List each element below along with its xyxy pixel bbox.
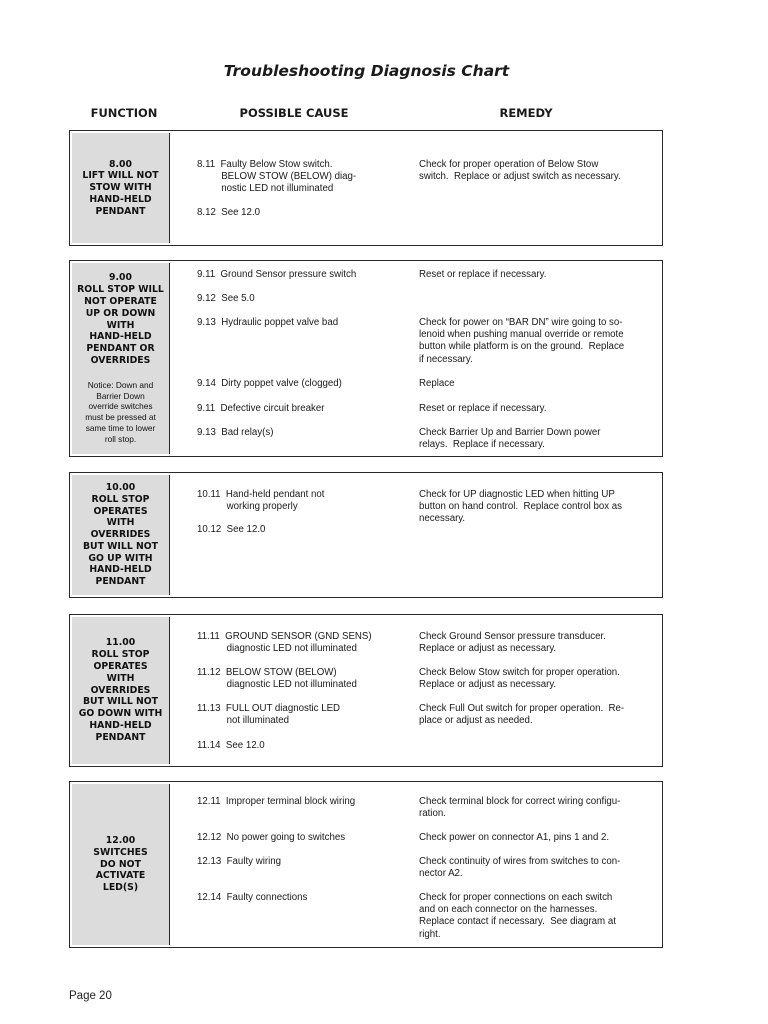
section-10 (69, 472, 663, 598)
section-9 (69, 260, 663, 457)
remedy-text: Check Below Stow switch for proper operation. Replace or adjust as necessary. (419, 667, 620, 691)
remedy-text: Check for UP diagnostic LED when hitting UP button on hand control. Replace control box as necessary. (419, 489, 623, 525)
remedy-text: Check Ground Sensor pressure transducer. Replace or adjust as necessary. (419, 631, 606, 655)
cause-text: 11.12 BELOW STOW (BELOW) diagnostic LED not illuminated (197, 667, 357, 691)
section-12 (69, 781, 663, 948)
function-cell (72, 263, 170, 454)
cause-text: 10.12 See 12.0 (197, 524, 266, 535)
function-cell (72, 784, 170, 945)
remedy-text: Replace (419, 378, 455, 389)
function-cell (72, 475, 170, 595)
remedy-text: Reset or replace if necessary. (419, 269, 547, 280)
remedy-text: Check for power on “BAR DN” wire going to so- lenoid when pushing manual override or remote button while platform is on the ground. Replace if necessary. (419, 317, 625, 365)
function-label: 8.00 LIFT WILL NOT STOW WITH HAND-HELD PENDANT (82, 158, 159, 217)
cause-text: 9.14 Dirty poppet valve (clogged) (197, 378, 342, 389)
page-title: Troubleshooting Diagnosis Chart (223, 62, 510, 80)
remedy-text: Check for proper connections on each switch and on each connector on the harnesses. Replace contact if necessary. See diagram at right. (419, 892, 616, 940)
function-label: 12.00 SWITCHES DO NOT ACTIVATE LED(S) (93, 835, 148, 894)
remedy-text: Check continuity of wires from switches to con- nector A2. (419, 856, 621, 880)
function-label: 10.00 ROLL STOP OPERATES WITH OVERRIDES BUT WILL NOT GO UP WITH HAND-HELD PENDANT (82, 481, 159, 588)
function-label: 11.00 ROLL STOP OPERATES WITH OVERRIDES BUT WILL NOT GO DOWN WITH HAND-HELD PENDANT (78, 637, 163, 743)
function-cell (72, 617, 170, 764)
cause-text: 11.13 FULL OUT diagnostic LED not illuminated (197, 703, 341, 727)
cause-text: 11.11 GROUND SENSOR (GND SENS) diagnostic LED not illuminated (197, 631, 372, 655)
page-number: Page 20 (69, 990, 112, 1002)
remedy-text: Check Full Out switch for proper operation. Re- place or adjust as needed. (419, 703, 625, 727)
remedy-text: Check for proper operation of Below Stow switch. Replace or adjust switch as necessary. (419, 159, 621, 183)
cause-text: 9.13 Hydraulic poppet valve bad (197, 317, 339, 328)
section-8 (69, 130, 663, 246)
function-cell (72, 133, 170, 243)
cause-text: 9.11 Defective circuit breaker (197, 403, 325, 414)
cause-text: 9.12 See 5.0 (197, 293, 255, 304)
cause-text: 8.12 See 12.0 (197, 207, 261, 218)
remedy-text: Reset or replace if necessary. (419, 403, 547, 414)
function-label: 9.00 ROLL STOP WILL NOT OPERATE UP OR DOWN WITH HAND-HELD PENDANT OR OVERRIDES (77, 272, 164, 366)
cause-text: 12.13 Faulty wiring (197, 856, 281, 867)
cause-text: 12.14 Faulty connections (197, 892, 308, 903)
remedy-text: Check terminal block for correct wiring configu- ration. (419, 796, 621, 820)
remedy-text: Check power on connector A1, pins 1 and 2. (419, 832, 610, 843)
cause-text: 9.11 Ground Sensor pressure switch (197, 269, 357, 280)
cause-text: 10.11 Hand-held pendant not working properly (197, 489, 325, 513)
cause-text: 12.11 Improper terminal block wiring (197, 796, 356, 807)
function-notice: Notice: Down and Barrier Down override switches must be pressed at same time to lower roll stop. (85, 379, 156, 444)
column-header-cause: POSSIBLE CAUSE (239, 106, 349, 120)
cause-text: 12.12 No power going to switches (197, 832, 346, 843)
cause-text: 11.14 See 12.0 (197, 740, 265, 751)
column-header-function: FUNCTION (90, 106, 158, 120)
cause-text: 9.13 Bad relay(s) (197, 427, 274, 438)
cause-text: 8.11 Faulty Below Stow switch. BELOW STOW (BELOW) diag- nostic LED not illuminated (197, 159, 357, 195)
remedy-text: Check Barrier Up and Barrier Down power relays. Replace if necessary. (419, 427, 601, 451)
section-11 (69, 614, 663, 767)
column-header-remedy: REMEDY (499, 106, 553, 120)
